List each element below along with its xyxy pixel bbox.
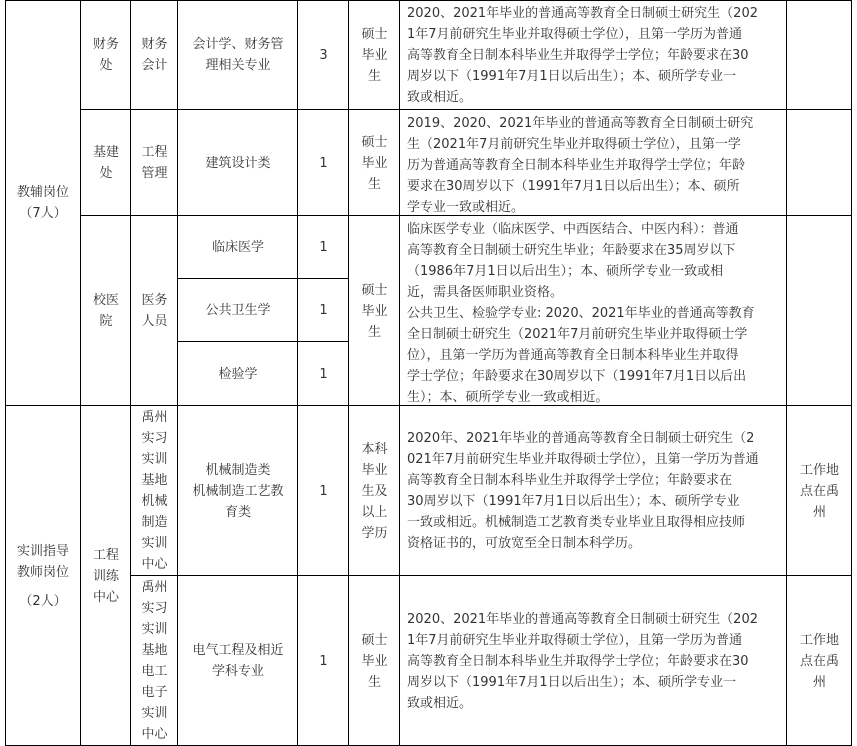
dept-text: 训练 [92,568,119,584]
remark-cell-empty [787,216,852,406]
requirement-line: 生）；本、硕所学专业一致或相近。 [407,390,609,405]
post-type-cell [131,110,178,216]
dept-text: 处 [99,58,113,73]
count-cell: 1 [319,240,328,255]
remark-text: 州 [812,504,826,520]
dept-text: 财务 [92,37,119,52]
count-cell: 1 [319,483,328,499]
dept-text: 基建 [92,145,119,160]
education-text: 生及 [361,483,388,499]
requirement-line: 2020、2021年毕业的普通高等教育全日制硕士研究生（202 [407,611,758,627]
remark-text: 州 [812,674,826,690]
post-type-text: 电工 [141,664,168,679]
requirement-line: 高等教育全日制本科毕业生并取得学士学位；年龄要求在30 [407,48,749,63]
requirement-line: 高等教育全日制硕士研究生毕业；年龄要求在35周岁以下 [407,243,736,258]
count-cell: 1 [319,366,328,382]
requirement-line: 高等教育全日制本科毕业生并取得学士学位；年龄要求在30 [407,653,749,669]
post-type-text: 会计 [141,58,168,73]
post-type-cell [131,406,178,576]
dept-text: 工程 [92,547,119,563]
education-text: 毕业 [361,303,388,319]
requirement-cell [400,406,787,576]
requirement-line: 学士学位；年龄要求在30周岁以下（1991年7月1日以后出 [407,369,747,384]
count-cell: 1 [319,303,328,318]
requirement-line: 30周岁以下（1991年7月1日以后出生）；本、硕所学专业 [407,494,740,509]
education-text: 毕业 [361,653,388,669]
requirement-line: 1年7月前研究生毕业并取得硕士学位），且第一学历为普通 [407,27,743,42]
major-cell: 公共卫生学 [205,303,271,318]
remark-text: 点在禹 [799,483,839,499]
dept-cell [81,110,131,216]
post-type-text: 电子 [141,685,168,700]
requirement-line: 公共卫生、检验学专业: 2020、2021年毕业的普通高等教育 [407,306,755,321]
remark-text: 工作地 [799,632,839,648]
education-cell [349,406,400,576]
requirement-line: 致或相近。 [407,695,473,711]
major-cell: 检验学 [218,366,258,382]
post-type-text: 实训 [141,536,168,551]
count-cell: 1 [319,653,328,669]
group-count: （7人） [19,206,67,221]
education-text: 毕业 [361,462,388,478]
requirement-line: 全日制硕士研究生（2021年7月前研究生毕业并取得硕士学 [407,327,748,342]
education-cell [349,576,400,746]
requirement-line: 周岁以下（1991年7月1日以后出生）；本、硕所学专业一 [407,674,737,690]
requirement-line: 周岁以下（1991年7月1日以后出生）；本、硕所学专业一 [407,69,737,84]
post-type-text: 管理 [141,166,168,181]
group-cell-training-instructor [5,406,81,746]
group-title: 教师岗位 [16,564,69,580]
group-cell-teaching-support [5,0,81,406]
post-type-text: 财务 [141,37,168,52]
major-text: 理相关专业 [205,58,271,73]
group-title: 教辅岗位 [16,185,69,200]
requirement-line: 1年7月前研究生毕业并取得硕士学位），且第一学历为普通 [407,632,743,648]
count-cell: 1 [319,155,328,171]
dept-text: 校医 [92,293,119,308]
remark-cell-empty [787,110,852,216]
dept-cell [81,406,131,746]
education-text: 硕士 [361,134,388,150]
post-type-cell [131,576,178,746]
education-text: 本科 [361,441,388,457]
requirement-line: 致或相近。 [407,90,473,105]
requirement-line: 021年7月前研究生毕业并取得硕士学位），且第一学历为普通 [407,452,759,467]
post-type-text: 中心 [141,727,168,742]
education-text: 生 [367,674,381,690]
major-text: 机械制造类 [205,462,271,478]
requirement-cell [400,0,787,110]
remark-cell [787,406,852,576]
post-type-text: 实习 [141,601,168,616]
group-count: （2人） [19,593,67,609]
dept-text: 处 [99,166,113,181]
education-text: 以上 [361,504,388,520]
post-type-text: 医务 [141,293,168,308]
requirement-line: 历为普通高等教育全日制本科毕业生并取得学士学位；年龄 [407,158,746,173]
major-text: 学科专业 [211,664,264,679]
major-text: 机械制造工艺教 [192,483,284,499]
requirement-line: 资格证书的，可放宽至全日制本科学历。 [407,536,642,551]
dept-cell [81,216,131,406]
education-text: 生 [367,324,381,340]
major-cell: 临床医学 [211,240,264,255]
remark-text: 点在禹 [799,653,839,669]
post-type-text: 机械 [141,494,168,509]
post-type-text: 实习 [141,431,168,446]
post-type-text: 基地 [141,473,168,488]
major-cell: 建筑设计类 [205,155,271,171]
major-text: 电气工程及相近 [192,643,284,658]
requirement-line: 近，需具备医师职业资格。 [407,285,564,300]
requirement-cell [400,216,787,406]
education-text: 生 [367,176,381,192]
post-type-cell [131,0,178,110]
education-cell [349,110,400,216]
requirement-line: 2020、2021年毕业的普通高等教育全日制硕士研究生（202 [407,6,758,21]
post-type-text: 禹州 [141,410,168,425]
count-cell: 3 [319,47,328,63]
dept-text: 院 [99,314,113,329]
education-text: 硕士 [361,632,388,648]
requirement-line: 要求在30周岁以下（1991年7月1日以后出生）；本、硕所 [407,179,740,194]
education-text: 生 [367,68,381,84]
post-type-text: 实训 [141,452,168,467]
education-text: 硕士 [361,26,388,42]
requirement-line: 生（2021年7月前研究生毕业并取得硕士学位），且第一学 [407,137,741,152]
requirement-line: 学专业一致或相近。 [407,200,525,215]
post-type-text: 工程 [141,145,168,160]
requirement-line: 一致或相近。机械制造工艺教育类专业毕业且取得相应技师 [407,515,746,530]
post-type-text: 禹州 [141,580,168,595]
remark-cell [787,576,852,746]
major-text: 会计学、财务管 [192,37,284,52]
post-type-cell [131,216,178,406]
post-type-text: 人员 [141,314,168,329]
education-cell [349,0,400,110]
post-type-text: 基地 [141,643,168,658]
education-text: 毕业 [361,155,388,171]
requirement-line: 2019、2020、2021年毕业的普通高等教育全日制硕士研究 [407,116,754,131]
dept-cell [81,0,131,110]
post-type-text: 制造 [141,515,168,530]
requirement-line: 临床医学专业（临床医学、中西医结合、中医内科）：普通 [407,222,739,237]
requirement-line: （1986年7月1日以后出生）；本、硕所学专业一致或相 [407,264,724,279]
post-type-text: 实训 [141,706,168,721]
dept-text: 中心 [92,589,119,605]
major-cell [178,406,298,576]
requirement-line: 2020年、2021年毕业的普通高等教育全日制硕士研究生（2 [407,431,755,446]
post-type-text: 中心 [141,557,168,572]
requirement-cell [400,110,787,216]
education-text: 毕业 [361,47,388,63]
remark-cell-empty [787,0,852,110]
requirement-line: 位），且第一学历为普通高等教育全日制本科毕业生并取得 [407,348,739,363]
education-text: 学历 [361,525,388,541]
major-cell [178,0,298,110]
group-title: 实训指导 [16,543,69,559]
major-text: 育类 [224,504,251,520]
remark-text: 工作地 [799,462,839,478]
major-cell [178,576,298,746]
education-cell [349,216,400,406]
requirement-cell [400,576,787,746]
education-text: 硕士 [361,282,388,298]
post-type-text: 实训 [141,622,168,637]
requirement-line: 高等教育全日制本科毕业生并取得学士学位；年龄要求在 [407,473,733,488]
